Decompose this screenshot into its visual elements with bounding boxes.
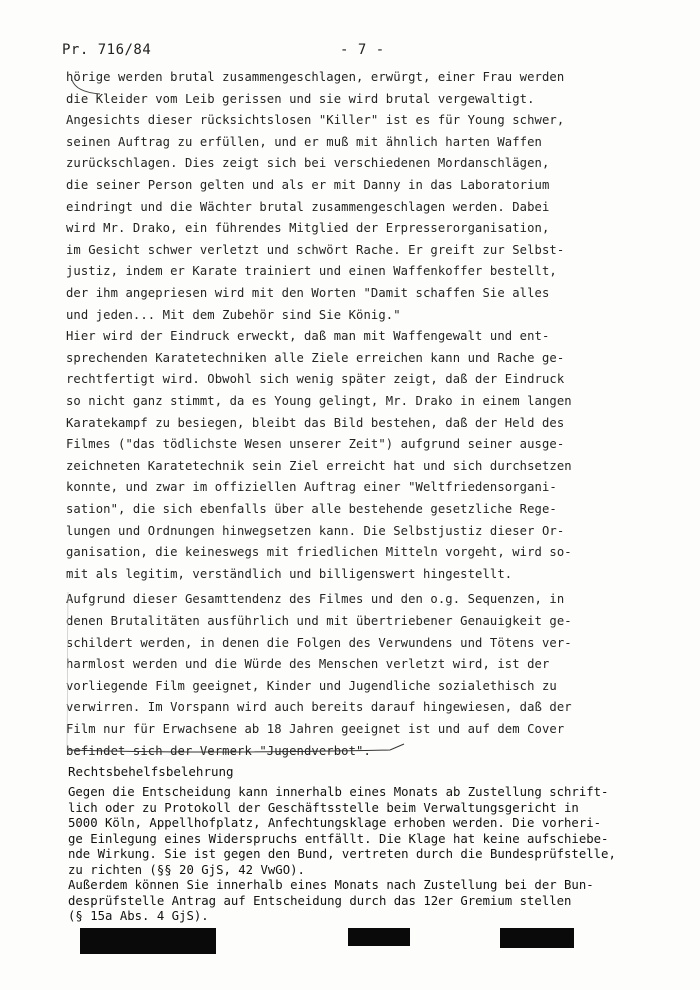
typed-line: verwirren. Im Vorspann wird auch bereits darauf hingewiesen, daß der [66, 700, 572, 715]
typed-line: konnte, und zwar im offiziellen Auftrag einer "Weltfriedensorgani- [66, 480, 557, 495]
typed-line: und jeden... Mit dem Zubehör sind Sie König." [66, 307, 401, 322]
typed-line: hörige werden brutal zusammengeschlagen, erwürgt, einer Frau werden [66, 70, 565, 84]
typed-line: justiz, indem er Karate trainiert und einen Waffenkoffer bestellt, [66, 264, 557, 279]
typed-line: im Gesicht schwer verletzt und schwört Rache. Er greift zur Selbst- [66, 242, 565, 257]
remedy-line: 5000 Köln, Appellhofplatz, Anfechtungsklage erhoben werden. Die vorheri- [68, 816, 602, 830]
remedy-line: (§ 15a Abs. 4 GjS). [68, 909, 209, 923]
remedy-line: zu richten (§§ 20 GjS, 42 VwGO). [68, 862, 305, 877]
reference-number: Pr. 716/84 [62, 42, 152, 58]
redaction-bar-right [500, 928, 574, 948]
typed-line: der ihm angepriesen wird mit den Worten "Damit schaffen Sie alles [66, 286, 550, 300]
top-cut-curve [72, 80, 100, 94]
remedy-line: ge Einlegung eines Widerspruchs entfällt. Die Klage hat keine aufschiebe- [68, 831, 609, 846]
redaction-bar-left [80, 928, 216, 954]
typed-line: Hier wird der Eindruck erweckt, daß man mit Waffengewalt und ent- [66, 329, 550, 344]
typed-line: Film nur für Erwachsene ab 18 Jahren geeignet ist und auf dem Cover [66, 722, 565, 736]
typed-line: eindringt und die Wächter brutal zusammengeschlagen werden. Dabei [66, 199, 550, 214]
remedy-heading: Rechtsbehelfsbelehrung [68, 764, 234, 779]
typed-line: Karatekampf zu besiegen, bleibt das Bild bestehen, daß der Held des [66, 415, 565, 430]
typed-line: zeichneten Karatetechnik sein Ziel erreicht hat und sich durchsetzen [66, 458, 572, 473]
remedy-line: nde Wirkung. Sie ist gegen den Bund, vertreten durch die Bundesprüfstelle, [68, 847, 616, 861]
typed-line: so nicht ganz stimmt, da es Young gelingt, Mr. Drako in einem langen [66, 394, 572, 408]
page-number: - 7 - [340, 42, 385, 58]
redaction-bar-middle [348, 928, 410, 946]
typed-line: ganisation, die keineswegs mit friedlichen Mitteln vorgeht, wird so- [66, 545, 572, 560]
typed-line: denen Brutalitäten ausführlich und mit übertriebener Genauigkeit ge- [66, 614, 572, 628]
bottom-cut-line [68, 744, 404, 752]
typed-line: befindet sich der Vermerk "Jugendverbot". [66, 743, 371, 758]
typed-line: lungen und Ordnungen hinwegsetzen kann. Die Selbstjustiz dieser Or- [66, 523, 565, 538]
typed-line: sprechenden Karatetechniken alle Ziele erreichen kann und Rache ge- [66, 350, 565, 365]
typed-line: mit als legitim, verständlich und billigenswert hingestellt. [66, 566, 513, 581]
typed-line: wird Mr. Drako, ein führendes Mitglied der Erpresserorganisation, [66, 221, 550, 236]
remedy-line: Gegen die Entscheidung kann innerhalb eines Monats ab Zustellung schrift- [68, 785, 609, 799]
typed-line: vorliegende Film geeignet, Kinder und Jugendliche sozialethisch zu [66, 678, 557, 693]
typed-line: zurückschlagen. Dies zeigt sich bei verschiedenen Mordanschlägen, [66, 156, 550, 171]
typed-line: die seiner Person gelten und als er mit Danny in das Laboratorium [66, 178, 550, 192]
typed-line: die Kleider vom Leib gerissen und sie wird brutal vergewaltigt. [66, 91, 535, 106]
remedy-line: lich oder zu Protokoll der Geschäftsstelle beim Verwaltungsgericht in [68, 800, 579, 815]
typed-line: Angesichts dieser rücksichtslosen "Killer" ist es für Young schwer, [66, 113, 565, 128]
typed-line: seinen Auftrag zu erfüllen, und er muß mit ähnlich harten Waffen [66, 134, 542, 149]
typed-line: rechtfertigt wird. Obwohl sich wenig später zeigt, daß der Eindruck [66, 372, 565, 387]
typed-line: sation", die sich ebenfalls über alle bestehende gesetzliche Rege- [66, 502, 557, 516]
typed-line: schildert werden, in denen die Folgen des Verwundens und Tötens ver- [66, 635, 572, 650]
typed-line: Aufgrund dieser Gesamttendenz des Filmes und den o.g. Sequenzen, in [66, 592, 565, 607]
left-cut-edge [67, 592, 68, 750]
remedy-line: desprüfstelle Antrag auf Entscheidung durch das 12er Gremium stellen [68, 893, 572, 908]
remedy-line: Außerdem können Sie innerhalb eines Monats nach Zustellung bei der Bun- [68, 878, 594, 892]
typed-line: Filmes ("das tödlichste Wesen unserer Zeit") aufgrund seiner ausge- [66, 437, 565, 452]
typed-line: harmlost werden und die Würde des Menschen verletzt wird, ist der [66, 657, 550, 672]
